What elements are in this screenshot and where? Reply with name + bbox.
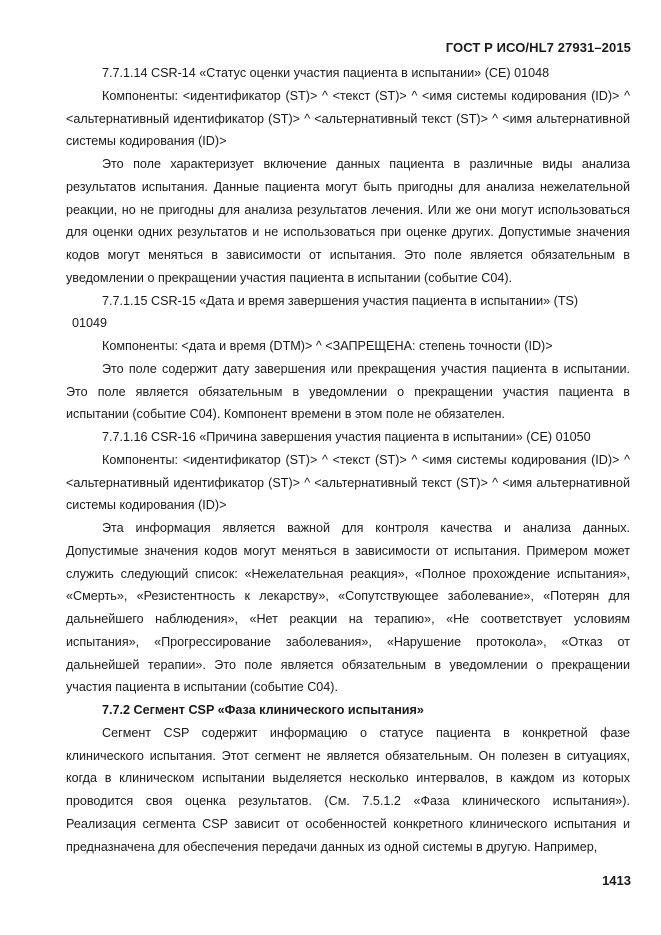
description-csr-16: Эта информация является важной для контроля качества и анализа данных. Допустимые значения кодов могут меняться в зависимости от испытания. Примером может служить следующий список: «Нежелательная реакция», «Полное прохождение испытания», «Смерть», «Резистентность к лекарству», «Сопутствующее заболевание», «Потерян для дальнейшего наблюдения», «Нет реакции на терапию», «Не соответствует условиям испытания», «Прогрессирование заболевания», «Нарушение протокола», «Отказ от дальнейшей терапии». Это поле является обязательным в уведомлении о прекращении участия пациента в испытании (событие C04). bbox=[66, 521, 630, 695]
section-heading-csr-14: 7.7.1.14 CSR-14 «Статус оценки участия пациента в испытании» (CE) 01048 bbox=[102, 66, 550, 80]
components-csr-15: Компоненты: <дата и время (DTM)> ^ <ЗАПРЕЩЕНА: степень точности (ID)> bbox=[102, 339, 553, 353]
components-csr-14: Компоненты: <идентификатор (ST)> ^ <текст (ST)> ^ <имя системы кодирования (ID)> ^ <альтернативный идентификатор (ST)> ^ <альтернативный текст (ST)> ^ <имя альтернативной системы кодирования (ID)> bbox=[66, 88, 630, 149]
components-csr-16: Компоненты: <идентификатор (ST)> ^ <текст (ST)> ^ <имя системы кодирования (ID)> ^ <альтернативный идентификатор (ST)> ^ <альтернативный текст (ST)> ^ <имя альтернативной системы кодирования (ID)> bbox=[66, 452, 630, 513]
section-heading-csr-15: 7.7.1.15 CSR-15 «Дата и время завершения участия пациента в испытании» (TS) bbox=[102, 293, 579, 308]
page-number: 1413 bbox=[602, 873, 631, 888]
section-heading-csr-16: 7.7.1.16 CSR-16 «Причина завершения участия пациента в испытании» (CE) 01050 bbox=[102, 430, 591, 444]
description-csp: Сегмент CSP содержит информацию о статусе пациента в конкретной фазе клинического испытания. Этот сегмент не является обязательным. Он полезен в ситуациях, когда в клиническом испытании выделяется несколько интервалов, в каждом из которых проводится своя оценка результатов. (См. 7.5.1.2 «Фаза клинического испытания»). Реализация сегмента CSP зависит от особенностей конкретного клинического испытания и предназначена для обеспечения передачи данных из одной системы в другую. Например, bbox=[66, 725, 630, 854]
document-body bbox=[66, 62, 630, 858]
description-csr-15: Это поле содержит дату завершения или прекращения участия пациента в испытании. Это поле является обязательным в уведомлении о прекращении участия пациента в испытании (событие C04). Компонент времени в этом поле не обязателен. bbox=[66, 361, 630, 422]
document-header: ГОСТ Р ИСО/HL7 27931–2015 bbox=[445, 40, 631, 55]
description-csr-14: Это поле характеризует включение данных пациента в различные виды анализа результатов испытания. Данные пациента могут быть пригодны для анализа нежелательной реакции, но не пригодны для анализа результатов лечения. Или же они могут использоваться для оценки одних результатов и не использоваться при оценке других. Допустимые значения кодов могут меняться в зависимости от испытания. Это поле является обязательным в уведомлении о прекращении участия пациента в испытании (событие C04). bbox=[66, 157, 630, 285]
section-heading-csr-15-id: 01049 bbox=[72, 316, 108, 331]
section-heading-csp: 7.7.2 Сегмент CSP «Фаза клинического испытания» bbox=[102, 703, 424, 717]
